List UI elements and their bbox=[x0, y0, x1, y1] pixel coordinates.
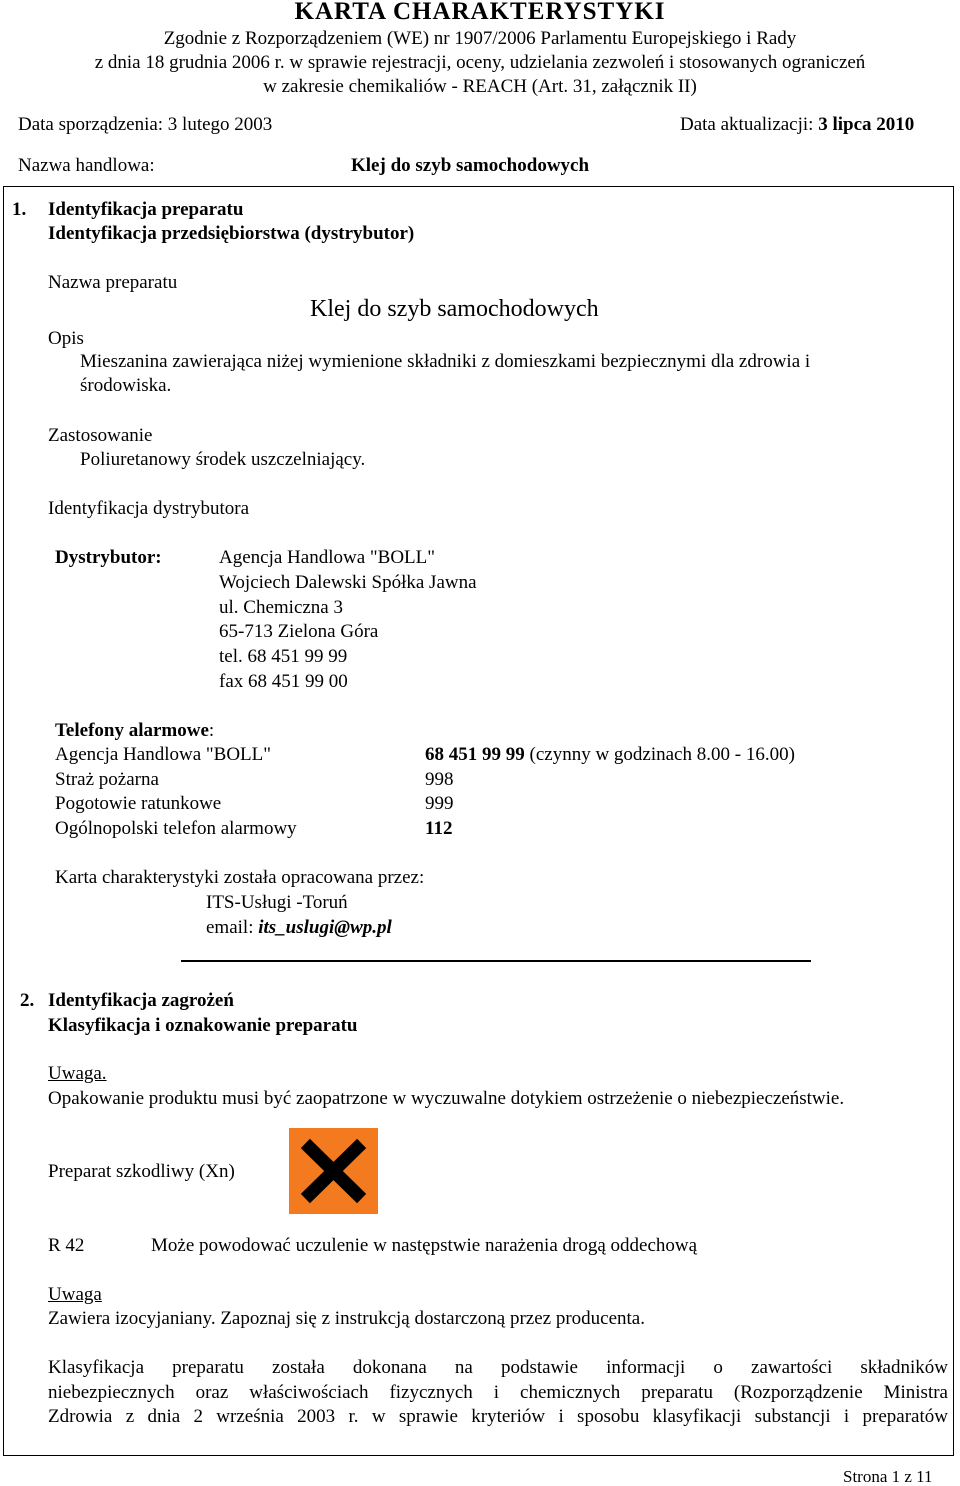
distributor-line: tel. 68 451 99 99 bbox=[219, 646, 348, 667]
alarm-name: Agencja Handlowa "BOLL" bbox=[55, 744, 272, 765]
section-2-heading: Identyfikacja zagrożeń bbox=[48, 990, 234, 1011]
note-label: Uwaga. bbox=[48, 1063, 107, 1084]
section-1-subheading: Identyfikacja przedsiębiorstwa (dystrybutor) bbox=[48, 223, 415, 244]
alarm-name: Pogotowie ratunkowe bbox=[55, 793, 222, 814]
hazard-label: Preparat szkodliwy (Xn) bbox=[48, 1161, 235, 1182]
use-label: Zastosowanie bbox=[48, 425, 153, 446]
prepared-by-label: Karta charakterystyki została opracowana przez: bbox=[55, 867, 425, 888]
date-updated-value: 3 lipca 2010 bbox=[818, 114, 915, 135]
alarm-heading bbox=[55, 721, 214, 740]
alarm-name: Straż pożarna bbox=[55, 769, 159, 790]
section-1-heading: Identyfikacja preparatu bbox=[48, 199, 244, 220]
distributor-line: fax 68 451 99 00 bbox=[219, 671, 348, 692]
prepared-by-email bbox=[206, 918, 392, 937]
description-line-1: Mieszanina zawierająca niżej wymienione składniki z domieszkami bezpiecznymi dla zdrowia i bbox=[80, 351, 811, 372]
date-updated bbox=[680, 115, 914, 134]
regulation-line-1: Zgodnie z Rozporządzeniem (WE) nr 1907/2006 Parlamentu Europejskiego i Rady bbox=[163, 28, 797, 49]
section-2-subheading: Klasyfikacja i oznakowanie preparatu bbox=[48, 1015, 358, 1036]
distributor-line: 65-713 Zielona Góra bbox=[219, 621, 379, 642]
use-text: Poliuretanowy środek uszczelniający. bbox=[80, 449, 366, 470]
note-text: Opakowanie produktu musi być zaopatrzone w wyczuwalne dotykiem ostrzeżenie o niebezpieczeństwie. bbox=[48, 1088, 845, 1109]
alarm-number: 68 451 99 99 bbox=[425, 744, 525, 765]
distributor-label: Dystrybutor: bbox=[55, 547, 162, 568]
distributor-line: Agencja Handlowa "BOLL" bbox=[219, 547, 436, 568]
alarm-heading-text: Telefony alarmowe bbox=[55, 720, 209, 741]
document-title: KARTA CHARAKTERYSTYKI bbox=[294, 0, 666, 25]
harmful-hazard-symbol bbox=[289, 1128, 378, 1214]
distributor-line: Wojciech Dalewski Spółka Jawna bbox=[219, 572, 477, 593]
trade-name-value: Klej do szyb samochodowych bbox=[351, 155, 590, 176]
xn-cross-icon bbox=[289, 1128, 378, 1214]
section-2-number: 2. bbox=[20, 990, 35, 1011]
section-divider bbox=[181, 960, 811, 962]
alarm-heading-colon: : bbox=[208, 720, 215, 741]
product-name-label: Nazwa preparatu bbox=[48, 272, 178, 293]
description-line-2: środowiska. bbox=[80, 375, 172, 396]
classification-line: Klasyfikacja preparatu została dokonana na podstawie informacji o zawartości składników bbox=[48, 1357, 948, 1378]
alarm-number: 112 bbox=[425, 818, 453, 839]
alarm-number: 999 bbox=[425, 793, 454, 814]
r-phrase-code: R 42 bbox=[48, 1235, 85, 1256]
warning-text: Zawiera izocyjaniany. Zapoznaj się z instrukcją dostarczoną przez producenta. bbox=[48, 1308, 645, 1329]
distributor-line: ul. Chemiczna 3 bbox=[219, 597, 343, 618]
alarm-number-row bbox=[425, 745, 795, 764]
regulation-line-2: z dnia 18 grudnia 2006 r. w sprawie rejestracji, oceny, udzielania zezwoleń i stosowanych ograniczeń bbox=[94, 52, 866, 73]
r-phrase-text: Może powodować uczulenie w następstwie narażenia drogą oddechową bbox=[151, 1235, 698, 1256]
alarm-number: 998 bbox=[425, 769, 454, 790]
distributor-id-label: Identyfikacja dystrybutora bbox=[48, 498, 250, 519]
email-link[interactable]: its_uslugi@wp.pl bbox=[258, 917, 392, 938]
classification-line: Zdrowia z dnia 2 września 2003 r. w sprawie kryteriów i sposobu klasyfikacji substancji i preparatów bbox=[48, 1406, 948, 1427]
prepared-by-name: ITS-Usługi -Toruń bbox=[206, 892, 348, 913]
email-label: email: bbox=[206, 917, 259, 938]
product-name: Klej do szyb samochodowych bbox=[310, 296, 599, 322]
section-1-number: 1. bbox=[12, 199, 27, 220]
warning-label: Uwaga bbox=[48, 1284, 102, 1305]
description-label: Opis bbox=[48, 328, 84, 349]
regulation-line-3: w zakresie chemikaliów - REACH (Art. 31, załącznik II) bbox=[263, 76, 697, 97]
trade-name-label: Nazwa handlowa: bbox=[18, 155, 155, 176]
classification-line: niebezpiecznych oraz właściwościach fizycznych i chemicznych preparatu (Rozporządzenie Ministra bbox=[48, 1382, 948, 1403]
date-updated-label: Data aktualizacji: bbox=[680, 114, 814, 135]
alarm-note: (czynny w godzinach 8.00 - 16.00) bbox=[524, 744, 795, 765]
alarm-name: Ogólnopolski telefon alarmowy bbox=[55, 818, 297, 839]
page-number: Strona 1 z 11 bbox=[843, 1467, 933, 1486]
date-created: Data sporządzenia: 3 lutego 2003 bbox=[18, 114, 273, 135]
